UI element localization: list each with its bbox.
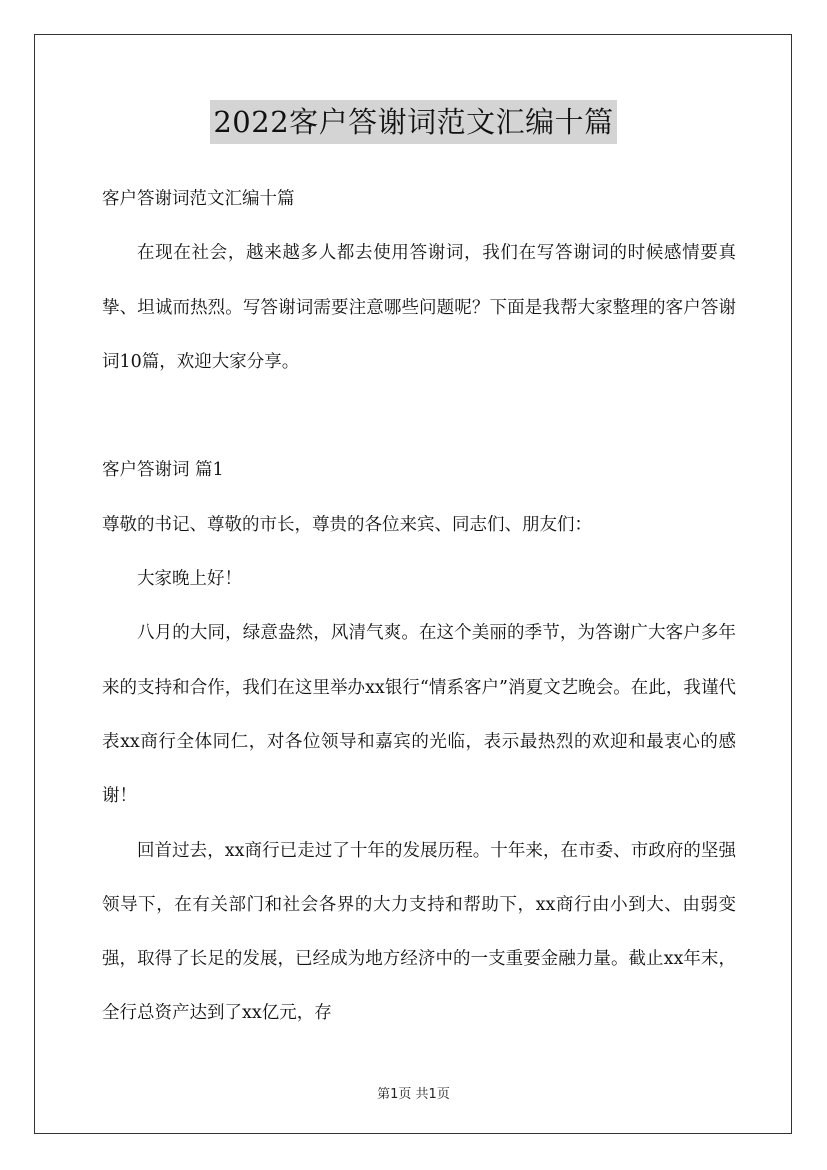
salutation: 尊敬的书记、尊敬的市长，尊贵的各位来宾、同志们、朋友们：	[102, 514, 592, 535]
greeting: 大家晚上好！	[137, 569, 242, 590]
intro-paragraph: 在现在社会，越来越多人都去使用答谢词，我们在写答谢词的时候感情要真挚、坦诚而热烈。写答谢词需要注意哪些问题呢？下面是我帮大家整理的客户答谢词10篇，欢迎大家分享。	[102, 243, 736, 372]
body-paragraph-2: 回首过去，xx商行已走过了十年的发展历程。十年来，在市委、市政府的坚强领导下，在有关部门和社会各界的大力支持和帮助下，xx商行由小到大、由弱变强，取得了长足的发展，已经成为地方经济中的一支重要金融力量。截止xx年末，全行总资产达到了xx亿元，存	[102, 840, 736, 1024]
title-wrap	[0, 100, 827, 144]
document-body	[102, 172, 736, 1041]
section-heading: 客户答谢词 篇1	[102, 460, 224, 481]
page-footer	[0, 1083, 827, 1102]
subtitle: 客户答谢词范文汇编十篇	[102, 189, 295, 209]
page-number: 第1页 共1页	[377, 1087, 450, 1102]
body-paragraph-1: 八月的大同，绿意盎然，风清气爽。在这个美丽的季节，为答谢广大客户多年来的支持和合作，我们在这里举办xx银行“情系客户”消夏文艺晚会。在此，我谨代表xx商行全体同仁，对各位领导和嘉宾的光临，表示最热烈的欢迎和最衷心的感谢！	[102, 623, 736, 807]
document-title: 2022客户答谢词范文汇编十篇	[210, 100, 616, 144]
blank-line	[102, 389, 736, 443]
